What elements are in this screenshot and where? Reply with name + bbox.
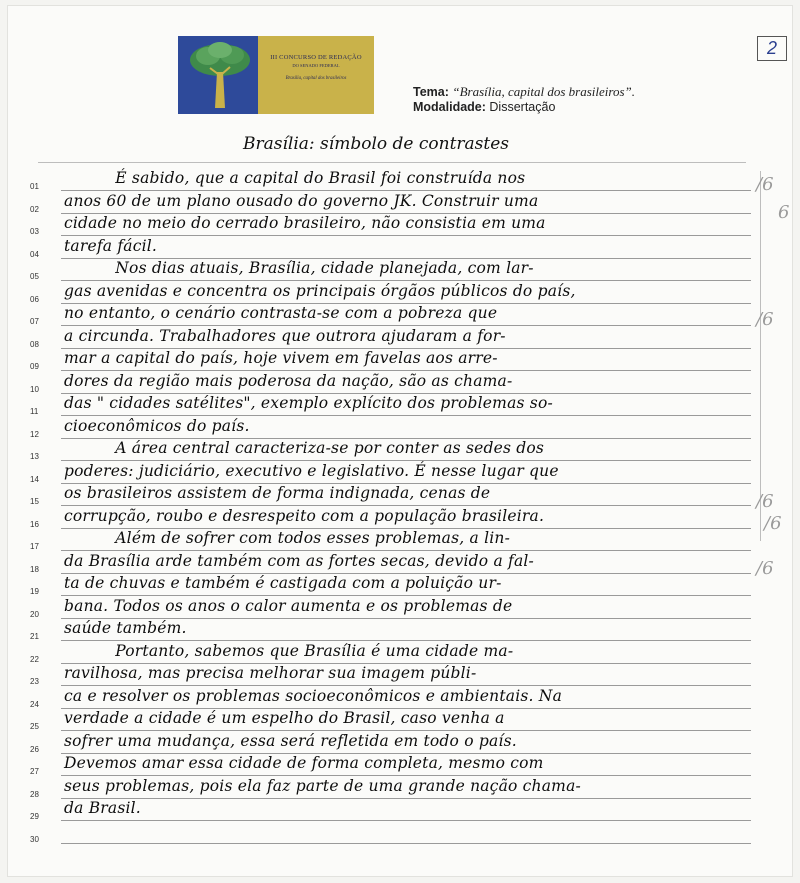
- essay-title: Brasília: símbolo de contrastes: [243, 134, 510, 154]
- line-text: É sabido, que a capital do Brasil foi construída nos: [64, 169, 526, 187]
- line-number: 29: [30, 812, 39, 821]
- line-number: 28: [30, 789, 39, 799]
- essay-meta: [413, 84, 635, 115]
- line-text: seus problemas, pois ela faz parte de uma grande nação chama-: [64, 776, 581, 795]
- line-number: 03: [30, 227, 39, 236]
- line-text: cioeconômicos do país.: [64, 416, 250, 435]
- page-number-box: 2: [757, 36, 787, 61]
- line-text: tarefa fácil.: [64, 236, 158, 255]
- line-text: bana. Todos os anos o calor aumenta e os problemas de: [64, 596, 513, 615]
- line-number: 17: [30, 542, 39, 551]
- line-text: anos 60 de um plano ousado do governo JK. Construir uma: [64, 191, 539, 210]
- line-number: 13: [30, 452, 39, 461]
- essay-sheet: [8, 6, 792, 876]
- tema-value: “Brasília, capital dos brasileiros”.: [452, 84, 636, 99]
- line-text: gas avenidas e concentra os principais órgãos públicos do país,: [64, 281, 576, 300]
- meta-tema: [413, 84, 635, 100]
- line-text: ta de chuvas e também é castigada com a poluição ur-: [64, 574, 502, 592]
- meta-modalidade: [413, 100, 635, 115]
- line-number: 20: [30, 609, 39, 619]
- line-text: cidade no meio do cerrado brasileiro, não consistia em uma: [64, 214, 546, 232]
- line-number: 18: [30, 564, 39, 574]
- line-number: 30: [30, 834, 39, 844]
- line-number: 07: [30, 317, 39, 326]
- line-text: ca e resolver os problemas socioeconômicos e ambientais. Na: [64, 686, 563, 705]
- tree-logo-icon: [182, 38, 258, 112]
- line-text: corrupção, roubo e desrespeito com a população brasileira.: [64, 506, 545, 525]
- line-number: 19: [30, 587, 39, 596]
- banner-organization: DO SENADO FEDERAL: [292, 63, 340, 68]
- line-rule: [61, 843, 751, 844]
- essay-line: [8, 819, 800, 845]
- modalidade-value: Dissertação: [489, 100, 556, 114]
- line-text: os brasileiros assistem de forma indignada, cenas de: [64, 484, 491, 502]
- line-text: Portanto, sabemos que Brasília é uma cidade ma-: [64, 641, 514, 660]
- line-text: mar a capital do país, hoje vivem em favelas aos arre-: [64, 349, 498, 367]
- line-text: da Brasília arde também com as fortes secas, devido a fal-: [64, 551, 534, 570]
- line-text: poderes: judiciário, executivo e legislativo. É nesse lugar que: [64, 461, 559, 480]
- margin-mark: /6: [756, 558, 774, 579]
- line-text: no entanto, o cenário contrasta-se com a pobreza que: [64, 304, 498, 322]
- line-text: A área central caracteriza-se por conter as sedes dos: [64, 439, 545, 457]
- line-text: Além de sofrer com todos esses problemas, a lin-: [64, 529, 511, 547]
- line-number: 02: [30, 204, 39, 214]
- margin-mark: /6: [756, 491, 774, 512]
- modalidade-label: Modalidade:: [413, 100, 486, 114]
- line-text: saúde também.: [64, 619, 187, 637]
- margin-mark: /6: [756, 174, 774, 195]
- line-text: das " cidades satélites", exemplo explícito dos problemas so-: [64, 394, 553, 412]
- line-number: 01: [30, 182, 39, 191]
- line-number: 24: [30, 699, 39, 709]
- line-text: a circunda. Trabalhadores que outrora ajudaram a for-: [64, 326, 506, 345]
- line-text: Devemos amar essa cidade de forma completa, mesmo com: [64, 754, 544, 772]
- margin-mark: /6: [756, 309, 774, 330]
- line-number: 06: [30, 294, 39, 304]
- line-text: da Brasil.: [64, 799, 141, 817]
- line-number: 04: [30, 249, 39, 259]
- line-number: 08: [30, 339, 39, 349]
- line-number: 12: [30, 429, 39, 439]
- line-number: 22: [30, 654, 39, 664]
- tema-label: Tema:: [413, 85, 449, 99]
- line-text: sofrer uma mudança, essa será refletida em todo o país.: [64, 731, 517, 750]
- line-text: Nos dias atuais, Brasília, cidade planejada, com lar-: [64, 259, 534, 277]
- banner-theme: Brasília, capital dos brasileiros: [285, 76, 347, 81]
- line-number: 26: [30, 744, 39, 754]
- line-number: 09: [30, 362, 39, 371]
- line-number: 14: [30, 474, 39, 484]
- margin-guide: [760, 171, 761, 541]
- line-number: 27: [30, 767, 39, 776]
- line-number: 16: [30, 519, 39, 529]
- margin-mark: /6: [764, 513, 782, 534]
- banner-title-panel: [258, 36, 374, 114]
- line-number: 15: [30, 497, 39, 506]
- contest-banner: [178, 36, 374, 114]
- line-text: dores da região mais poderosa da nação, são as chama-: [64, 371, 513, 390]
- line-number: 11: [30, 407, 39, 416]
- banner-contest-name: III CONCURSO DE REDAÇÃO: [270, 54, 362, 61]
- line-number: 05: [30, 272, 39, 281]
- line-number: 23: [30, 677, 39, 686]
- line-number: 21: [30, 632, 39, 641]
- line-text: ravilhosa, mas precisa melhorar sua imagem públi-: [64, 664, 477, 682]
- line-number: 10: [30, 384, 39, 394]
- line-number: 25: [30, 722, 39, 731]
- margin-mark: 6: [778, 202, 790, 223]
- title-rule: [38, 162, 746, 163]
- line-text: verdade a cidade é um espelho do Brasil, caso venha a: [64, 709, 505, 727]
